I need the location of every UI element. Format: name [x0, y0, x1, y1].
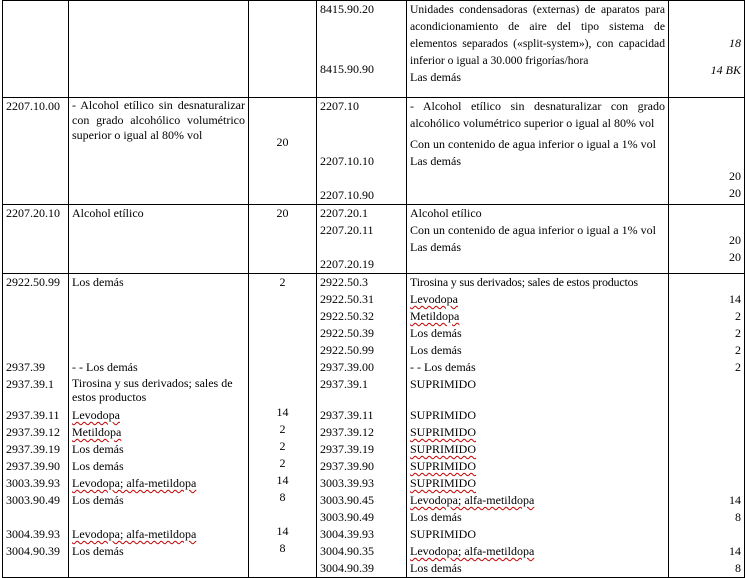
new-desc-cell: [407, 205, 669, 274]
rate: 8: [735, 510, 741, 524]
table-row: [3, 205, 745, 274]
new-rate-cell: [669, 1, 745, 98]
code: 2937.39.90: [320, 459, 374, 473]
code: 2937.39.11: [6, 408, 60, 422]
new-code-cell: [317, 98, 407, 205]
old-code-cell: [3, 274, 69, 578]
old-rate-cell: [249, 98, 317, 205]
rate: 2: [735, 309, 741, 323]
code: 2207.10.10: [320, 154, 374, 168]
code: 3003.39.93: [6, 476, 60, 490]
description: SUPRIMIDO: [410, 408, 477, 422]
rate: 2: [735, 343, 741, 357]
rate: 20: [729, 186, 741, 200]
rate: 20: [729, 169, 741, 183]
description: SUPRIMIDO: [410, 459, 477, 473]
table-row: [3, 274, 745, 578]
description: Metildopa: [72, 425, 122, 439]
code: 2207.10.90: [320, 188, 374, 202]
old-code-cell: [3, 205, 69, 274]
description: - - Los demás: [72, 360, 138, 374]
description: Con un contenido de agua inferior o igual a 1% vol: [410, 223, 656, 237]
tariff-table: [2, 0, 745, 578]
description: Levodopa: [410, 292, 458, 306]
new-rate-cell: [669, 274, 745, 578]
rate: 20: [276, 206, 289, 220]
description: Metildopa: [410, 309, 460, 323]
code: 2937.39.19: [320, 442, 374, 456]
code: 2207.20.1: [320, 206, 368, 220]
rate: 14 BK: [710, 63, 741, 77]
code: 2922.50.99: [6, 275, 60, 289]
rate: 8: [735, 561, 741, 575]
description: Levodopa; alfa-metildopa: [410, 544, 535, 558]
old-desc-cell: [69, 274, 249, 578]
rate: 20: [729, 250, 741, 264]
new-rate-cell: [669, 98, 745, 205]
code: 2937.39.19: [6, 442, 60, 456]
new-desc-cell: [407, 1, 669, 98]
code: 2937.39.90: [6, 459, 60, 473]
old-desc-cell: [69, 205, 249, 274]
table-row: [3, 1, 745, 98]
description: Los demás: [410, 561, 462, 575]
rate: 18: [729, 36, 741, 50]
code: 3003.39.93: [320, 476, 374, 490]
old-rate-cell: [249, 205, 317, 274]
rate: 14: [729, 292, 741, 306]
description: Los demás: [72, 544, 124, 558]
code: 8415.90.20: [320, 2, 374, 16]
code: 2922.50.99: [320, 343, 374, 357]
code: 2922.50.39: [320, 326, 374, 340]
code: 2207.10.00: [6, 99, 60, 113]
code: 3004.90.35: [320, 544, 374, 558]
old-desc-cell: [69, 1, 249, 98]
code: 2937.39.12: [320, 425, 374, 439]
new-desc-cell: [407, 98, 669, 205]
description: Tirosina y sus derivados; sales de estos productos: [72, 376, 233, 404]
rate: 14: [276, 405, 289, 419]
description: Los demás: [410, 343, 462, 357]
description: Las demás: [410, 70, 461, 84]
description: Levodopa; alfa-metildopa: [72, 476, 197, 490]
description: - Alcohol etílico sin desnaturalizar con grado alcohólico volumétrico superior o igual al 80% vol: [410, 99, 665, 130]
code: 2937.39.12: [6, 425, 60, 439]
code: 3003.90.45: [320, 493, 374, 507]
rate: 20: [276, 135, 289, 149]
rate: 2: [279, 439, 286, 453]
description: Las demás: [410, 240, 461, 254]
description: Los demás: [72, 275, 124, 289]
description: - Alcohol etílico sin desnaturalizar con grado alcohólico volumétrico superior o igual al 80% vol: [72, 98, 245, 142]
description: Levodopa: [72, 408, 120, 422]
rate: 14: [276, 524, 289, 538]
description: Tirosina y sus derivados; sales de estos productos: [410, 275, 638, 289]
description: Los demás: [72, 459, 124, 473]
rate: 8: [279, 541, 286, 555]
rate: 2: [279, 275, 286, 289]
description: SUPRIMIDO: [410, 476, 477, 490]
description: Con un contenido de agua inferior o igual a 1% vol: [410, 137, 656, 151]
rate: 2: [735, 326, 741, 340]
old-desc-cell: [69, 98, 249, 205]
rate: 2: [735, 360, 741, 374]
description: Las demás: [410, 154, 461, 168]
old-rate-cell: [249, 1, 317, 98]
description: Los demás: [72, 442, 124, 456]
code: 2937.39.1: [6, 377, 54, 391]
old-code-cell: [3, 1, 69, 98]
code: 2937.39.1: [320, 377, 368, 391]
rate: 14: [276, 473, 289, 487]
rate: 20: [729, 233, 741, 247]
old-rate-cell: [249, 274, 317, 578]
code: 3003.90.49: [320, 510, 374, 524]
rate: 2: [279, 422, 286, 436]
code: 2207.10: [320, 99, 359, 113]
new-code-cell: [317, 205, 407, 274]
code: 3003.90.49: [6, 493, 60, 507]
old-code-cell: [3, 98, 69, 205]
code: 3004.39.93: [320, 527, 374, 541]
new-rate-cell: [669, 205, 745, 274]
code: 2922.50.32: [320, 309, 374, 323]
code: 2922.50.31: [320, 292, 374, 306]
code: 2207.20.11: [320, 223, 374, 237]
code: 8415.90.90: [320, 62, 374, 76]
new-code-cell: [317, 274, 407, 578]
table-row: [3, 98, 745, 205]
rate: 2: [279, 456, 286, 470]
description: Los demás: [72, 493, 124, 507]
description: SUPRIMIDO: [410, 527, 477, 541]
rate: 8: [279, 490, 286, 504]
description: SUPRIMIDO: [410, 425, 477, 439]
description: Los demás: [410, 326, 462, 340]
new-desc-cell: [407, 274, 669, 578]
description: Levodopa; alfa-metildopa: [410, 493, 535, 507]
description: Alcohol etílico: [72, 206, 144, 220]
code: 2207.20.10: [6, 206, 60, 220]
rate: 14: [729, 493, 741, 507]
rate: 14: [729, 544, 741, 558]
code: 2922.50.3: [320, 275, 368, 289]
description: Levodopa; alfa-metildopa: [72, 527, 197, 541]
description: SUPRIMIDO: [410, 442, 477, 456]
code: 3004.90.39: [320, 561, 374, 575]
new-code-cell: [317, 1, 407, 98]
code: 2937.39: [6, 360, 45, 374]
description: Alcohol etílico: [410, 206, 482, 220]
description: Unidades condensadoras (externas) de aparatos para acondicionamiento de aire del tipo sistema de elementos separados («split-system»), con capacidad inferior o igual a 30.000 frigorías/hora: [410, 3, 665, 67]
description: - - Los demás: [410, 360, 476, 374]
code: 3004.39.93: [6, 527, 60, 541]
code: 2207.20.19: [320, 257, 374, 271]
code: 3004.90.39: [6, 544, 60, 558]
code: 2937.39.11: [320, 408, 374, 422]
code: 2937.39.00: [320, 360, 374, 374]
description: SUPRIMIDO: [410, 377, 477, 391]
description: Los demás: [410, 510, 462, 524]
